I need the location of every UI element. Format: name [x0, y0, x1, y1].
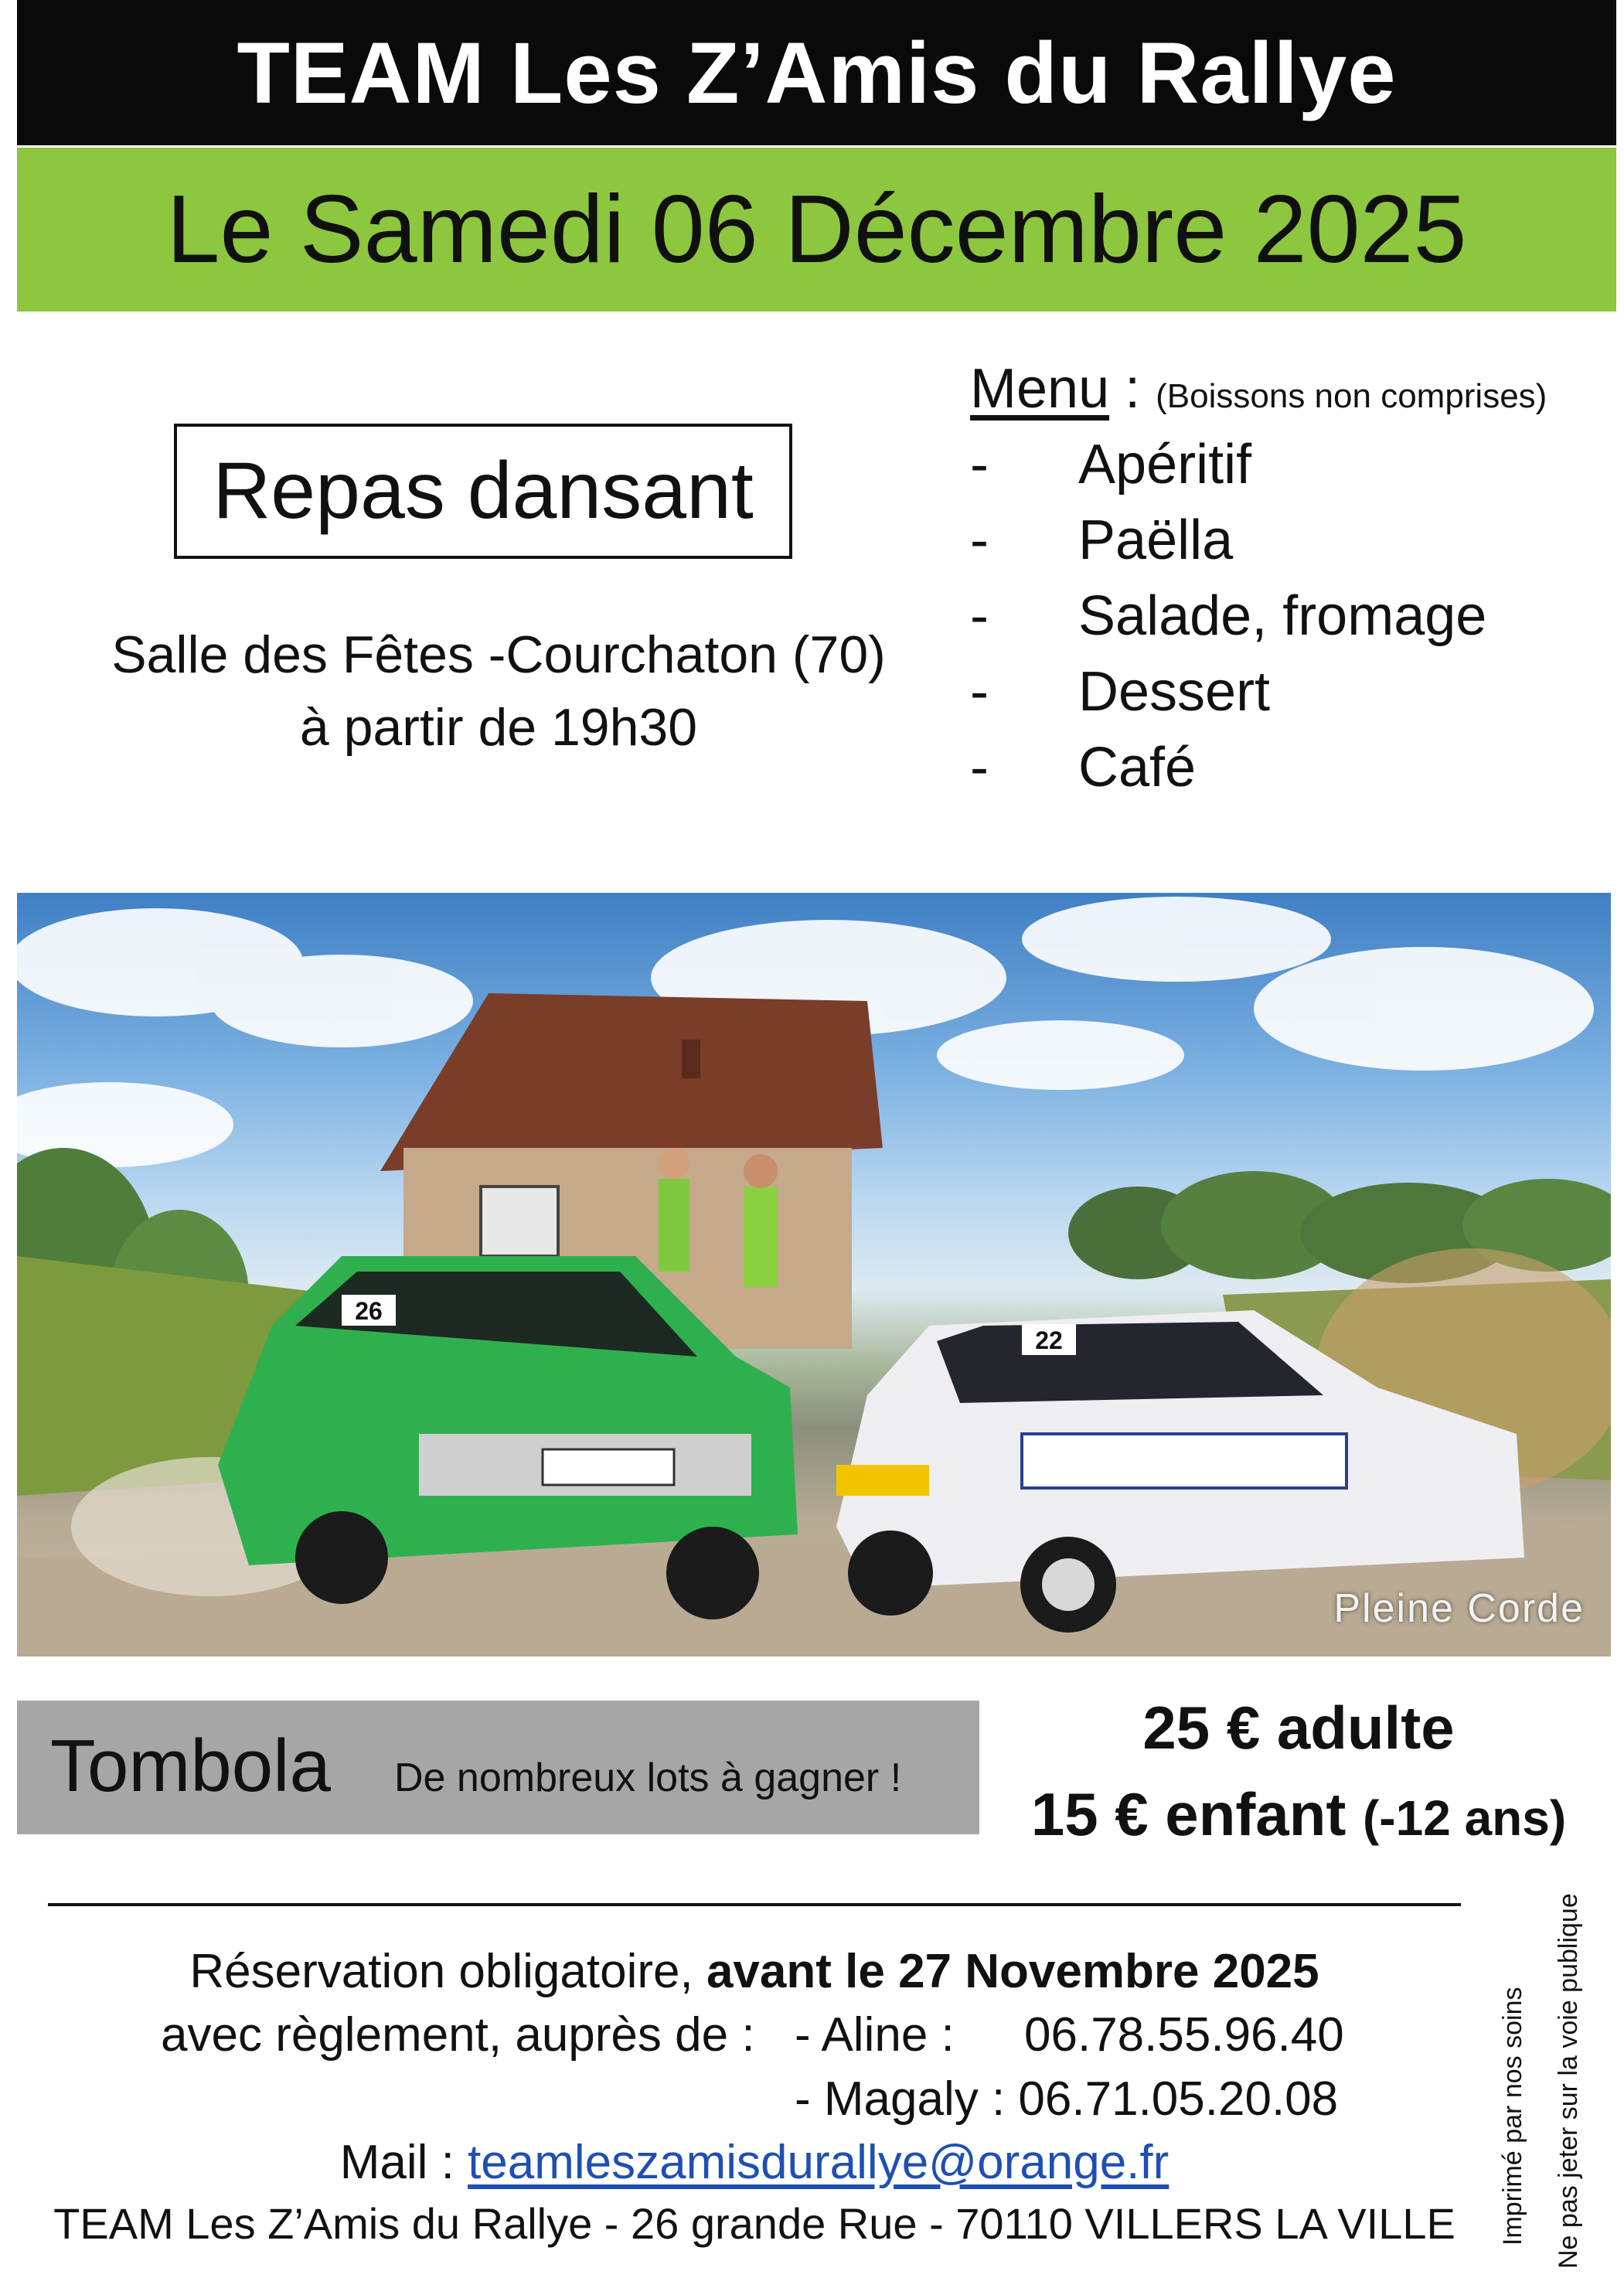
mail-link[interactable]: teamleszamisdurallye@orange.fr [468, 2136, 1169, 2189]
event-title: Repas dansant [213, 446, 754, 536]
postal-address: TEAM Les Z’Amis du Rallye - 26 grande Rue - 70110 VILLERS LA VILLE [53, 2199, 1455, 2248]
contact-magaly: - Magaly : 06.71.05.20.08 [795, 2072, 1339, 2126]
team-title: TEAM Les Z’Amis du Rallye [237, 24, 1397, 121]
event-venue: Salle des Fêtes -Courchaton (70) [111, 625, 886, 684]
contact-aline-phone: 06.78.55.96.40 [1024, 2008, 1344, 2062]
menu-item: - Café [970, 737, 1197, 798]
menu-item: - Salade, fromage [970, 585, 1487, 647]
menu-item: - Apéritif [970, 434, 1252, 495]
price-child-note: (-12 ans) [1362, 1790, 1567, 1846]
contact-aline-name: - Aline : [795, 2008, 955, 2062]
mail-line [48, 2135, 1461, 2190]
dont-throw-note: Ne pas jeter sur la voie publique [1554, 1893, 1583, 2269]
reservation-text: Réservation obligatoire, [189, 1945, 706, 1998]
photo-credit: Pleine Corde [1333, 1586, 1585, 1631]
tombola-subtitle: De nombreux lots à gagner ! [394, 1755, 902, 1800]
reservation-line [48, 1944, 1461, 1999]
header-title-bar [17, 0, 1616, 145]
section-divider [48, 1903, 1461, 1906]
tombola-label: Tombola [50, 1725, 331, 1807]
menu-colon: : [1109, 358, 1141, 420]
event-time: à partir de 19h30 [299, 698, 698, 757]
menu-title: Menu [970, 358, 1110, 420]
mail-label: Mail : [339, 2136, 468, 2189]
contact-intro: avec règlement, auprès de : [161, 2008, 755, 2062]
menu-heading [970, 357, 1547, 421]
printed-note: Imprimé par nos soins [1498, 1987, 1527, 2246]
menu-item: - Paëlla [970, 509, 1234, 571]
menu-item: - Dessert [970, 661, 1271, 723]
price-child [997, 1779, 1600, 1850]
price-child-value: 15 € enfant [1030, 1780, 1347, 1848]
rally-photo [17, 893, 1611, 1657]
white-car-number: 22 [1035, 1326, 1063, 1354]
rally-photo-illustration [17, 893, 1611, 1657]
green-car-number: 26 [355, 1297, 383, 1325]
date-banner [17, 148, 1616, 312]
menu-note: (Boissons non comprises) [1156, 377, 1547, 415]
reservation-deadline: avant le 27 Novembre 2025 [706, 1945, 1319, 1998]
event-date: Le Samedi 06 Décembre 2025 [166, 176, 1467, 283]
price-adult: 25 € adulte [1142, 1694, 1455, 1762]
event-title-box [174, 424, 792, 559]
